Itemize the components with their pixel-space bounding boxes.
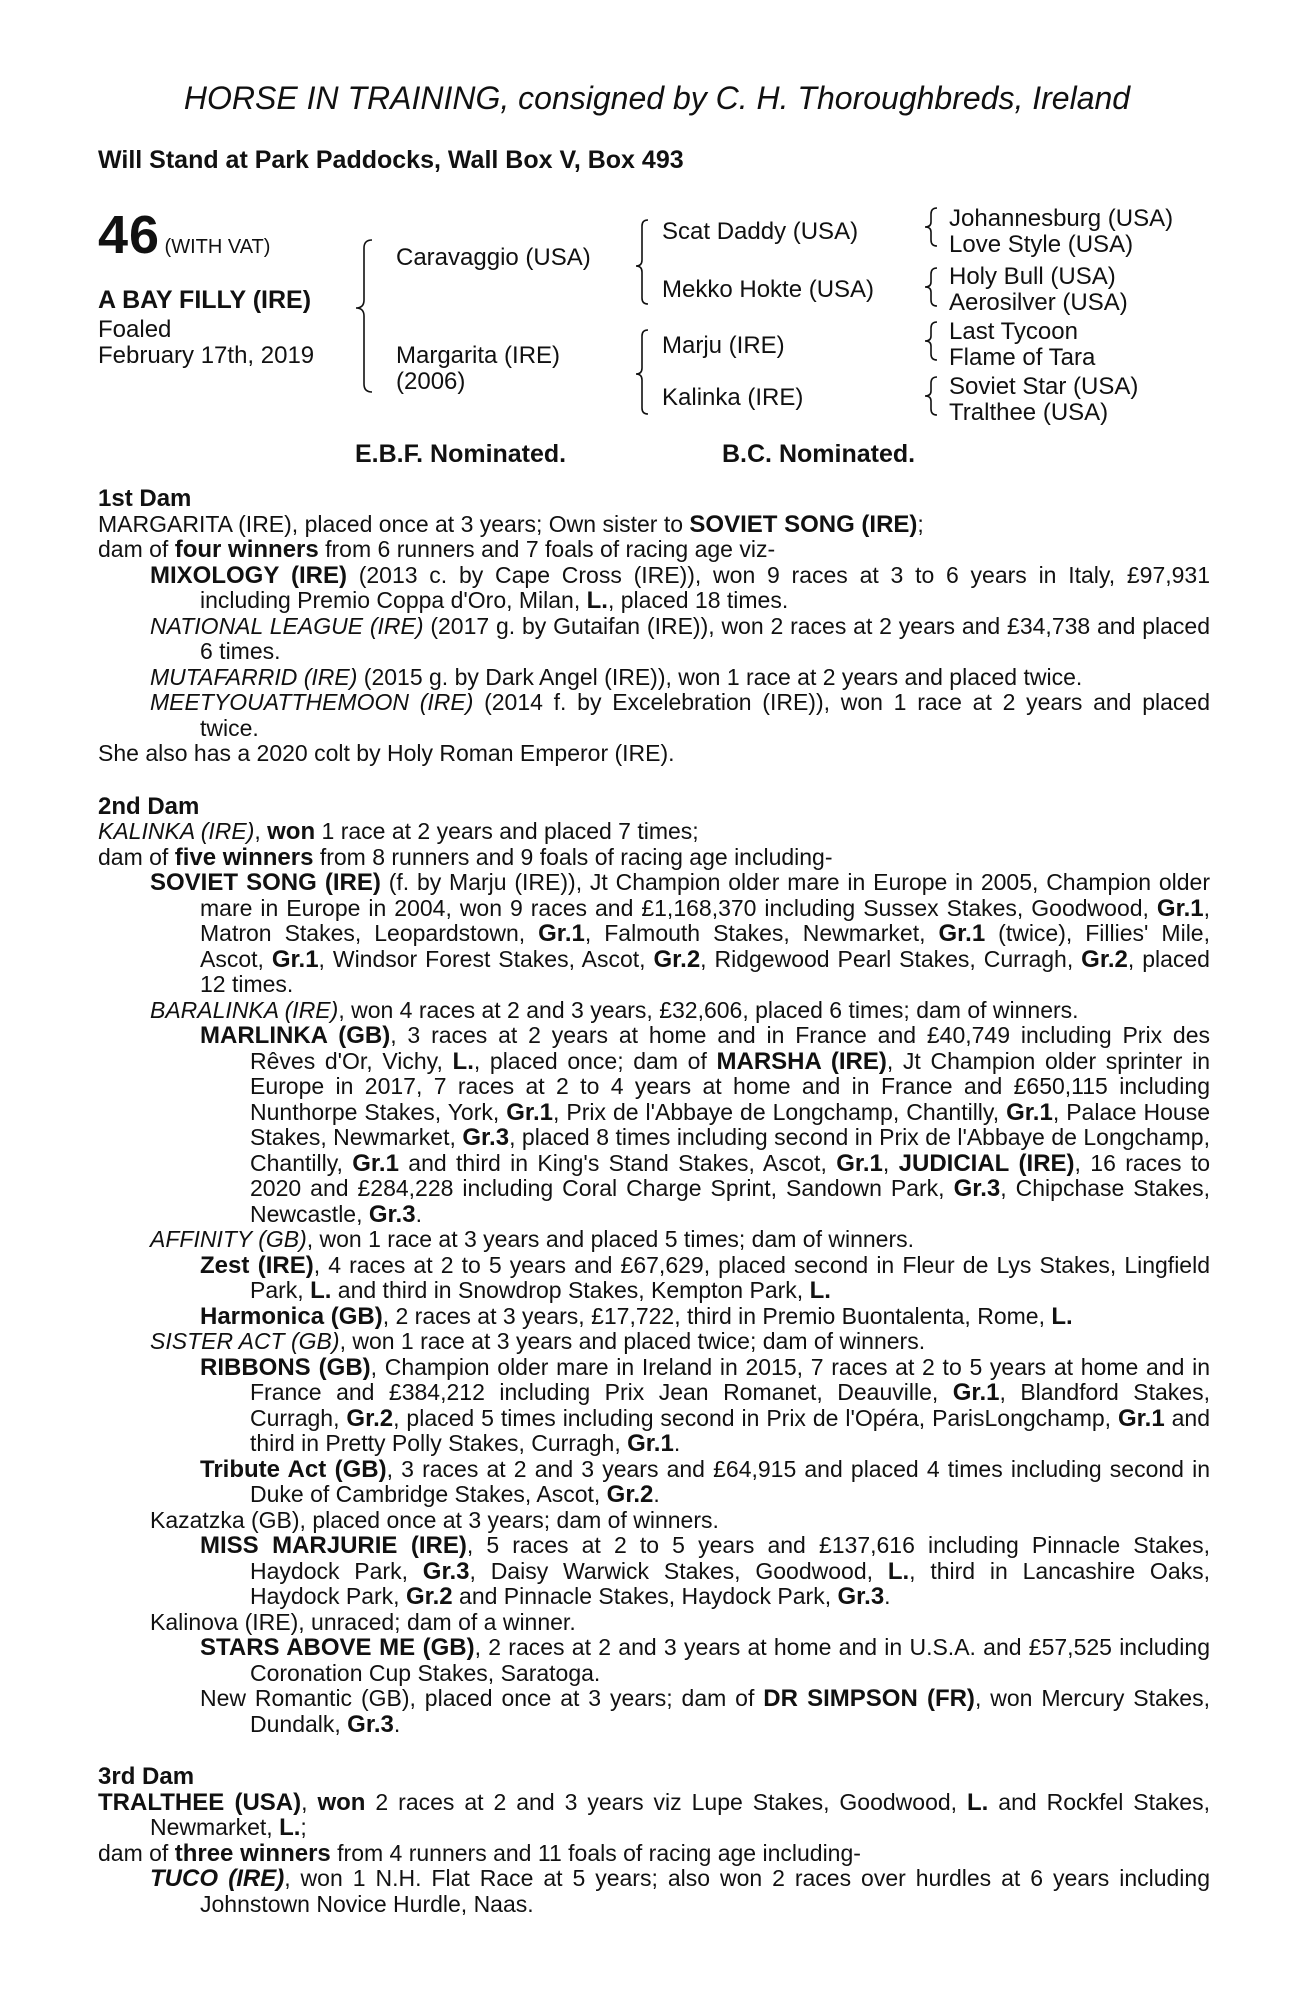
ancestor-4: Aerosilver (USA) (949, 289, 1128, 316)
brace-g4 (925, 377, 937, 415)
lot-vat: (WITH VAT) (164, 236, 271, 258)
brace-g1 (925, 208, 937, 246)
progeny-mutafarrid: MUTAFARRID (IRE) (2015 g. by Dark Angel (IRE)), won 1 race at 2 years and placed twice. (150, 663, 1083, 690)
brace-g3 (925, 322, 937, 360)
first-dam-line1: MARGARITA (IRE), placed once at 3 years; Own sister to SOVIET SONG (IRE); (98, 510, 924, 538)
progeny-kalinova: Kalinova (IRE), unraced; dam of a winner. (150, 1608, 576, 1635)
foaled-date: February 17th, 2019 (98, 342, 315, 369)
stand-location: Will Stand at Park Paddocks, Wall Box V, Box 493 (98, 146, 684, 174)
dam-dam: Kalinka (IRE) (662, 384, 804, 411)
progeny-stars-above-me: STARS ABOVE ME (GB), 2 races at 2 and 3 years at home and in U.S.A. and £57,525 including Coronation Cup Stakes, Saratoga. (200, 1634, 1210, 1686)
dam-sire: Marju (IRE) (662, 332, 785, 359)
foaled-label: Foaled (98, 316, 172, 343)
dam-year: (2006) (396, 368, 466, 395)
progeny-meetyouatthemoon: MEETYOUATTHEMOON (IRE) (2014 f. by Excelebration (IRE)), won 1 race at 2 years and placed twice. (150, 689, 1210, 741)
progeny-baralinka: BARALINKA (IRE), won 4 races at 2 and 3 years, £32,606, placed 6 times; dam of winners. (150, 996, 1079, 1023)
first-dam-heading: 1st Dam (98, 485, 192, 512)
progeny-harmonica: Harmonica (GB), 2 races at 3 years, £17,722, third in Premio Buontalenta, Rome, L. (200, 1302, 1073, 1330)
second-dam-heading: 2nd Dam (98, 792, 200, 820)
progeny-national-league: NATIONAL LEAGUE (IRE) (2017 g. by Gutaifan (IRE)), won 2 races at 2 years and £34,738 and placed 6 times. (150, 612, 1210, 664)
progeny-kazatzka: Kazatzka (GB), placed once at 3 years; dam of winners. (150, 1506, 719, 1533)
second-dam-line2: dam of five winners from 8 runners and 9 foals of racing age including- (98, 843, 833, 871)
second-dam-line1: KALINKA (IRE), won 1 race at 2 years and placed 7 times; (98, 818, 699, 845)
ancestor-6: Flame of Tara (949, 344, 1096, 371)
progeny-marlinka: MARLINKA (GB), 3 races at 2 years at home and in France and £40,749 including Prix des Rêves d'Or, Vichy, L., placed once; dam of MARSHA (IRE), Jt Champion older sprinter in Europe in 2017, 7 races at 2 to 4 years at home and in France and £650,115 including Nunthorpe Stakes, York, Gr.1, Prix de l'Abbaye de Longchamp, Chantilly, Gr.1, Palace House Stakes, Newmarket, Gr.3, placed 8 times including second in Prix de l'Abbaye de Longchamp, Chantilly, Gr.1 and third in King's Stand Stakes, Ascot, Gr.1, JUDICIAL (IRE), 16 races to 2020 and £284,228 including Coral Charge Sprint, Sandown Park, Gr.3, Chipchase Stakes, Newcastle, Gr.3. (200, 1022, 1211, 1228)
ancestor-8: Tralthee (USA) (949, 399, 1109, 426)
consignment-title: HORSE IN TRAINING, consigned by C. H. Thoroughbreds, Ireland (183, 80, 1131, 116)
progeny-miss-marjurie: MISS MARJURIE (IRE), 5 races at 2 to 5 years and £137,616 including Pinnacle Stakes, Haydock Park, Gr.3, Daisy Warwick Stakes, Goodwood, L., third in Lancashire Oaks, Haydock Park, Gr.2 and Pinnacle Stakes, Haydock Park, Gr.3. (200, 1532, 1210, 1610)
progeny-affinity: AFFINITY (GB), won 1 race at 3 years and placed 5 times; dam of winners. (150, 1226, 915, 1252)
ancestor-3: Holy Bull (USA) (949, 263, 1116, 290)
brace-dam (636, 330, 648, 414)
progeny-soviet-song: SOVIET SONG (IRE) (f. by Marju (IRE)), Jt Champion older mare in Europe in 2005, Champion older mare in Europe in 2004, won 9 races and £1,168,370 including Sussex Stakes, Goodwood, Gr.1, Matron Stakes, Leopardstown, Gr.1, Falmouth Stakes, Newmarket, Gr.1 (twice), Fillies' Mile, Ascot, Gr.1, Windsor Forest Stakes, Ascot, Gr.2, Ridgewood Pearl Stakes, Curragh, Gr.2, placed 12 times. (150, 869, 1210, 997)
sire: Caravaggio (USA) (396, 244, 591, 271)
brace-sire (636, 220, 648, 304)
third-dam-heading: 3rd Dam (98, 1763, 195, 1790)
ebf-nomination: E.B.F. Nominated. (355, 440, 567, 468)
ancestor-1: Johannesburg (USA) (949, 205, 1174, 232)
sire-sire: Scat Daddy (USA) (662, 218, 859, 245)
progeny-mixology: MIXOLOGY (IRE) (2013 c. by Cape Cross (IRE)), won 9 races at 3 to 6 years in Italy, £97,931 including Premio Coppa d'Oro, Milan, L., placed 18 times. (150, 561, 1210, 614)
ancestor-7: Soviet Star (USA) (949, 373, 1139, 400)
sire-dam: Mekko Hokte (USA) (662, 276, 875, 303)
progeny-tribute-act: Tribute Act (GB), 3 races at 2 and 3 years and £64,915 and placed 4 times including second in Duke of Cambridge Stakes, Ascot, Gr.2. (200, 1455, 1211, 1508)
third-dam-line1: TRALTHEE (USA), won 2 races at 2 and 3 years viz Lupe Stakes, Goodwood, L. and Rockfel Stakes, Newmarket, L.; (98, 1788, 1210, 1841)
progeny-sister-act: SISTER ACT (GB), won 1 race at 3 years and placed twice; dam of winners. (150, 1328, 926, 1354)
ancestor-5: Last Tycoon (949, 318, 1078, 345)
progeny-tuco: TUCO (IRE), won 1 N.H. Flat Race at 5 years; also won 2 races over hurdles at 6 years including Johnstown Novice Hurdle, Naas. (150, 1865, 1210, 1917)
progeny-zest: Zest (IRE), 4 races at 2 to 5 years and £67,629, placed second in Fleur de Lys Stakes, Lingfield Park, L. and third in Snowdrop Stakes, Kempton Park, L. (200, 1251, 1210, 1304)
third-dam-line2: dam of three winners from 4 runners and 11 foals of racing age including- (98, 1839, 861, 1867)
lot-name: A BAY FILLY (IRE) (98, 286, 312, 314)
progeny-new-romantic: New Romantic (GB), placed once at 3 years; dam of DR SIMPSON (FR), won Mercury Stakes, Dundalk, Gr.3. (200, 1685, 1210, 1738)
bc-nomination: B.C. Nominated. (722, 440, 916, 468)
lot-number: 46 (98, 205, 161, 265)
first-dam-line2: dam of four winners from 6 runners and 7 foals of racing age viz- (98, 536, 776, 563)
catalogue-body (98, 486, 1210, 1917)
dam (396, 343, 560, 395)
dam-name: Margarita (IRE) (396, 342, 561, 369)
first-dam-note: She also has a 2020 colt by Holy Roman Emperor (IRE). (98, 740, 675, 766)
progeny-ribbons: RIBBONS (GB), Champion older mare in Ireland in 2015, 7 races at 2 to 5 years at home and in France and £384,212 including Prix Jean Romanet, Deauville, Gr.1, Blandford Stakes, Curragh, Gr.2, placed 5 times including second in Prix de l'Opéra, ParisLongchamp, Gr.1 and third in Pretty Polly Stakes, Curragh, Gr.1. (200, 1353, 1210, 1457)
brace-g2 (925, 268, 937, 306)
ancestor-2: Love Style (USA) (949, 231, 1134, 258)
brace-main (356, 240, 372, 392)
